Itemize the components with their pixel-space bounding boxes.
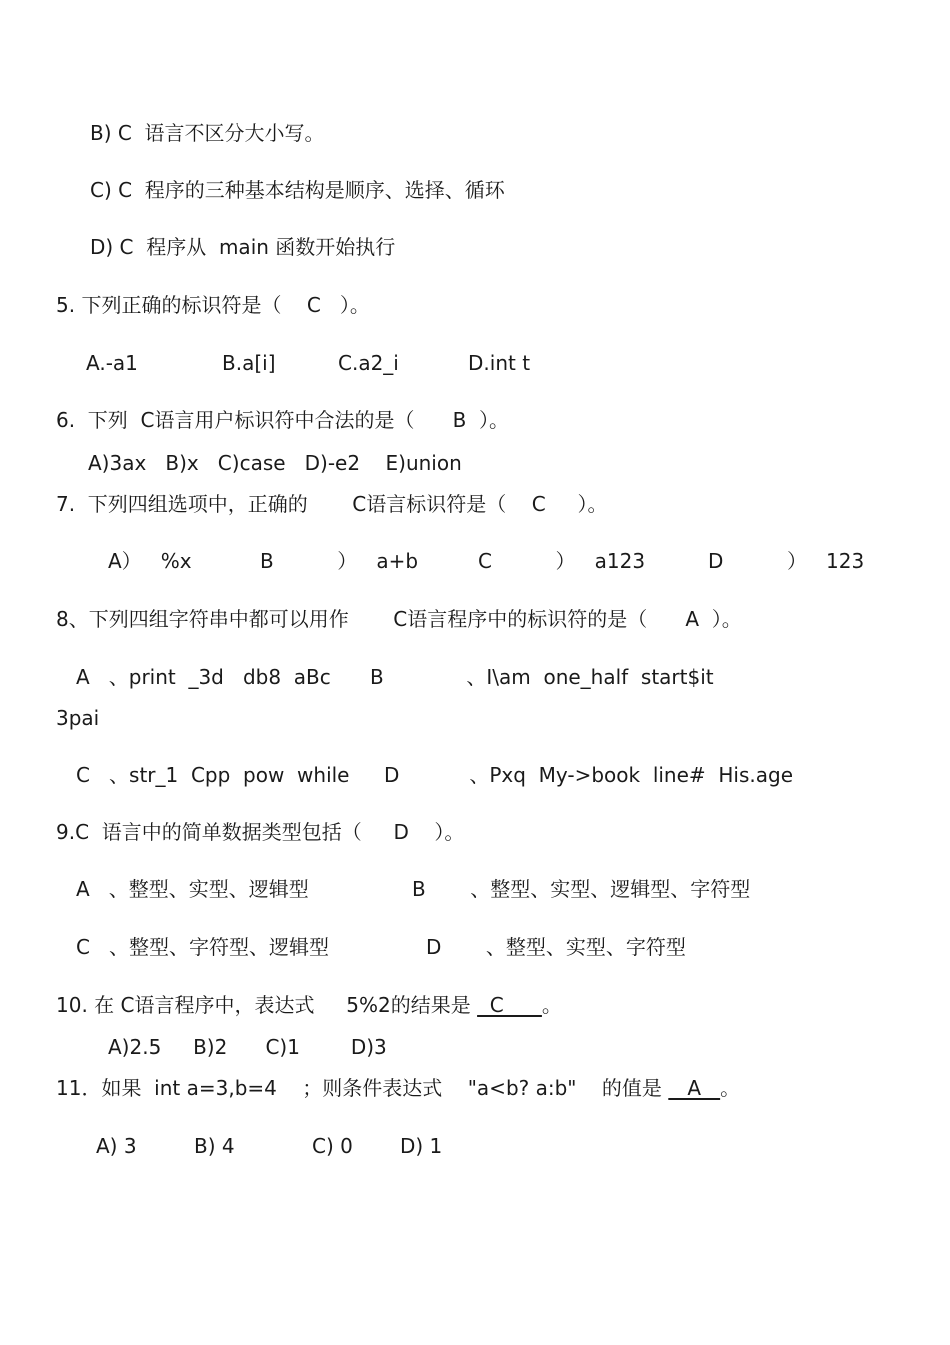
q8-option-a: A 、print _3d db8 aBc [76,665,331,689]
q9-option-d: D 、整型、实型、字符型 [426,935,686,959]
q7-option-c: C ） a123 [478,549,646,573]
q7-stem: 7. 下列四组选项中，正确的 C语言标识符是（ C ）。 [56,492,608,516]
q9-stem: 9.C 语言中的简单数据类型包括（ D ）。 [56,820,465,844]
q10-stem-end: 。 [541,993,562,1017]
q10-answer-blank: C [477,993,542,1017]
q10-options: A)2.5 B)2 C)1 D)3 [108,1035,387,1059]
q7-option-b: B ） a+b [260,549,419,573]
q7-option-d: D ） 123 [708,549,865,573]
q5-option-c: C.a2_i [338,351,399,375]
q8-stem: 8、下列四组字符串中都可以用作 C语言程序中的标识符的是（ A ）。 [56,607,742,631]
q10-stem-text: 10. 在 C语言程序中，表达式 5%2的结果是 [56,993,478,1017]
q11-option-a: A) 3 [96,1134,137,1158]
q10-stem [56,992,562,1018]
q6-options: A)3ax B)x C)case D)-e2 E)union [88,451,462,475]
q11-stem [56,1075,740,1101]
q5-option-a: A.-a1 [86,351,138,375]
q8-option-b-continued: 3pai [56,706,100,730]
q4-option-b: B) C 语言不区分大小写。 [90,121,325,145]
q5-option-b: B.a[i] [222,351,276,375]
q7-option-a: A） %x [108,549,192,573]
q9-option-a: A 、整型、实型、逻辑型 [76,877,309,901]
q11-stem-text: 11．如果 int a=3,b=4 ；则条件表达式 "a<b? a:b" 的值是 [56,1076,669,1100]
q11-option-d: D) 1 [400,1134,443,1158]
q11-option-b: B) 4 [194,1134,235,1158]
q4-option-c: C) C 程序的三种基本结构是顺序、选择、循环 [90,178,505,202]
q9-option-c: C 、整型、字符型、逻辑型 [76,935,330,959]
q11-stem-end: 。 [720,1076,741,1100]
q11-option-c: C) 0 [312,1134,353,1158]
q8-option-b: B 、I\am one_half start$it [370,665,714,689]
q8-option-c: C 、str_1 Cpp pow while [76,763,350,787]
q6-stem: 6. 下列 C语言用户标识符中合法的是（ B ）。 [56,408,510,432]
q5-option-d: D.int t [468,351,531,375]
q11-answer-blank: A [668,1076,721,1100]
q8-option-d: D 、Pxq My->book line# His.age [384,763,794,787]
q4-option-d: D) C 程序从 main 函数开始执行 [90,235,396,259]
q5-stem: 5. 下列正确的标识符是（ C ）。 [56,293,370,317]
q9-option-b: B 、整型、实型、逻辑型、字符型 [412,877,751,901]
